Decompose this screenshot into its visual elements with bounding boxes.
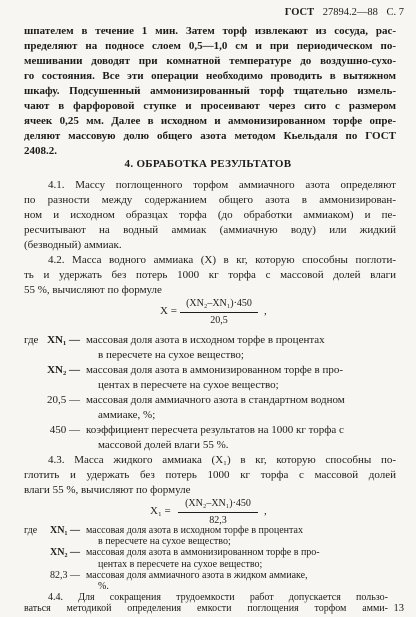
text-line: ном и исходном образцах торфа (до обработки аммиаком) и пе- bbox=[24, 209, 396, 221]
text-line: 4.3. Масса жидкого аммиака (X₁) в кг, которую способны по- bbox=[48, 454, 396, 466]
text-line: 4.1. Массу поглощенного торфом аммиачного азота определяют bbox=[48, 179, 396, 191]
text-line: шпателем в течение 1 мин. Затем торф извлекают из сосуда, рас- bbox=[24, 25, 396, 37]
legend-term: XN₂ — bbox=[50, 547, 80, 559]
legend-definition: центах в пересчете на сухое вещество; bbox=[98, 558, 263, 570]
formula-1-numerator: (XN₂–XN₁)·450 bbox=[186, 298, 252, 309]
legend-term: XN₁ — bbox=[50, 525, 80, 536]
text-line: влаги 55 %, вычисляют по формуле bbox=[24, 484, 191, 496]
formula-2-comma: , bbox=[264, 505, 267, 517]
formula-2-fraction-bar bbox=[178, 512, 258, 513]
legend-intro: где bbox=[24, 525, 38, 536]
text-line: пределяют на подносе слоем 0,5—1,0 см и при периодическом по- bbox=[24, 40, 396, 52]
legend-definition: в пересчете на сухое вещество; bbox=[98, 349, 244, 361]
legend-definition: в пересчете на сухое вещество; bbox=[98, 536, 231, 548]
text-line: по разности между содержанием общего азота в аммонизирован- bbox=[24, 194, 396, 206]
legend-definition: массовая доля азота в аммонизированном торфе в про- bbox=[86, 547, 320, 559]
legend-definition: коэффициент пересчета результатов на 1000 кг торфа с bbox=[86, 424, 344, 436]
text-line: (безводный) аммиак. bbox=[24, 239, 122, 251]
text-line: 4.4. Для сокращения трудоемкости работ допускается пользо- bbox=[48, 592, 388, 604]
formula-2-numerator: (XN₂–XN₁)·450 bbox=[185, 498, 251, 509]
legend-term: 82,3 — bbox=[50, 569, 80, 581]
legend-definition: массовая доля аммиачного азота в жидком аммиаке, bbox=[86, 569, 308, 581]
text-line: го состояния. Все эти операции необходимо проводить в вытяжном bbox=[24, 70, 396, 82]
header-page: С. 7 bbox=[386, 7, 404, 18]
header-number: 27894.2—88 bbox=[322, 7, 378, 18]
text-line: 2408.2. bbox=[24, 145, 57, 157]
legend-term: 20,5 — bbox=[47, 394, 80, 406]
text-line: 4.2. Масса водного аммиака (X) в кг, которую способны поглоти- bbox=[48, 254, 396, 266]
legend-definition: массовая доля азота в исходном торфе в процентах bbox=[86, 525, 303, 536]
legend-term: XN₁ — bbox=[47, 334, 80, 346]
formula-1-lhs: X = bbox=[160, 305, 177, 317]
legend-definition: массовой долей влаги 55 %. bbox=[98, 439, 229, 451]
header-gost: ГОСТ bbox=[284, 7, 315, 18]
section-title: 4. ОБРАБОТКА РЕЗУЛЬТАТОВ bbox=[124, 158, 292, 170]
text-line: ресчитывают на водный аммиак (аммиачную воду) или жидкий bbox=[24, 224, 396, 236]
text-line: 55 %, вычисляют по формуле bbox=[24, 284, 162, 296]
legend-definition: %. bbox=[98, 581, 109, 592]
formula-1-fraction-bar bbox=[180, 312, 258, 313]
text-line: глотить и удержать без потерь 1000 кг торфа с массовой долей bbox=[24, 469, 396, 481]
text-line: ть и удержать без потерь 1000 кг торфа с массовой долей влаги bbox=[24, 269, 396, 281]
text-line: мешивании доводят при комнатной температуре до воздушно-сухо- bbox=[24, 55, 396, 67]
text-line: чают в фарфоровой ступке и просеивают через сито с размером bbox=[24, 100, 396, 112]
legend-term: XN₂ — bbox=[47, 364, 80, 376]
legend-definition: центах в пересчете на сухое вещество; bbox=[98, 379, 279, 391]
legend-definition: массовая доля азота в исходном торфе в процентах bbox=[86, 334, 325, 346]
text-line: ячеек 0,25 мм. Далее в исходном и аммонизированном торфе опре- bbox=[24, 115, 396, 127]
text-line: ваться методикой определения емкости поглощения торфом амми- bbox=[24, 603, 388, 615]
legend-definition: массовая доля азота в аммонизированном торфе в про- bbox=[86, 364, 343, 376]
formula-1-denominator: 20,5 bbox=[210, 315, 228, 326]
legend-intro: где bbox=[24, 334, 39, 346]
page-header bbox=[279, 6, 404, 21]
formula-2-lhs: X₁ = bbox=[150, 505, 171, 517]
text-line: шкафу. Подсушенный аммонизированный торф тщательно измель- bbox=[24, 85, 396, 97]
page-number: 13 bbox=[393, 603, 404, 615]
formula-2-denominator: 82,3 bbox=[209, 515, 227, 526]
text-line: деляют массовую долю общего азота методом Кьельдаля по ГОСТ bbox=[24, 130, 396, 142]
legend-definition: массовая доля аммиачного азота в стандартном водном bbox=[86, 394, 345, 406]
legend-term: 450 — bbox=[49, 424, 80, 436]
legend-definition: аммиаке, %; bbox=[98, 409, 156, 421]
formula-1-comma: , bbox=[264, 305, 267, 317]
